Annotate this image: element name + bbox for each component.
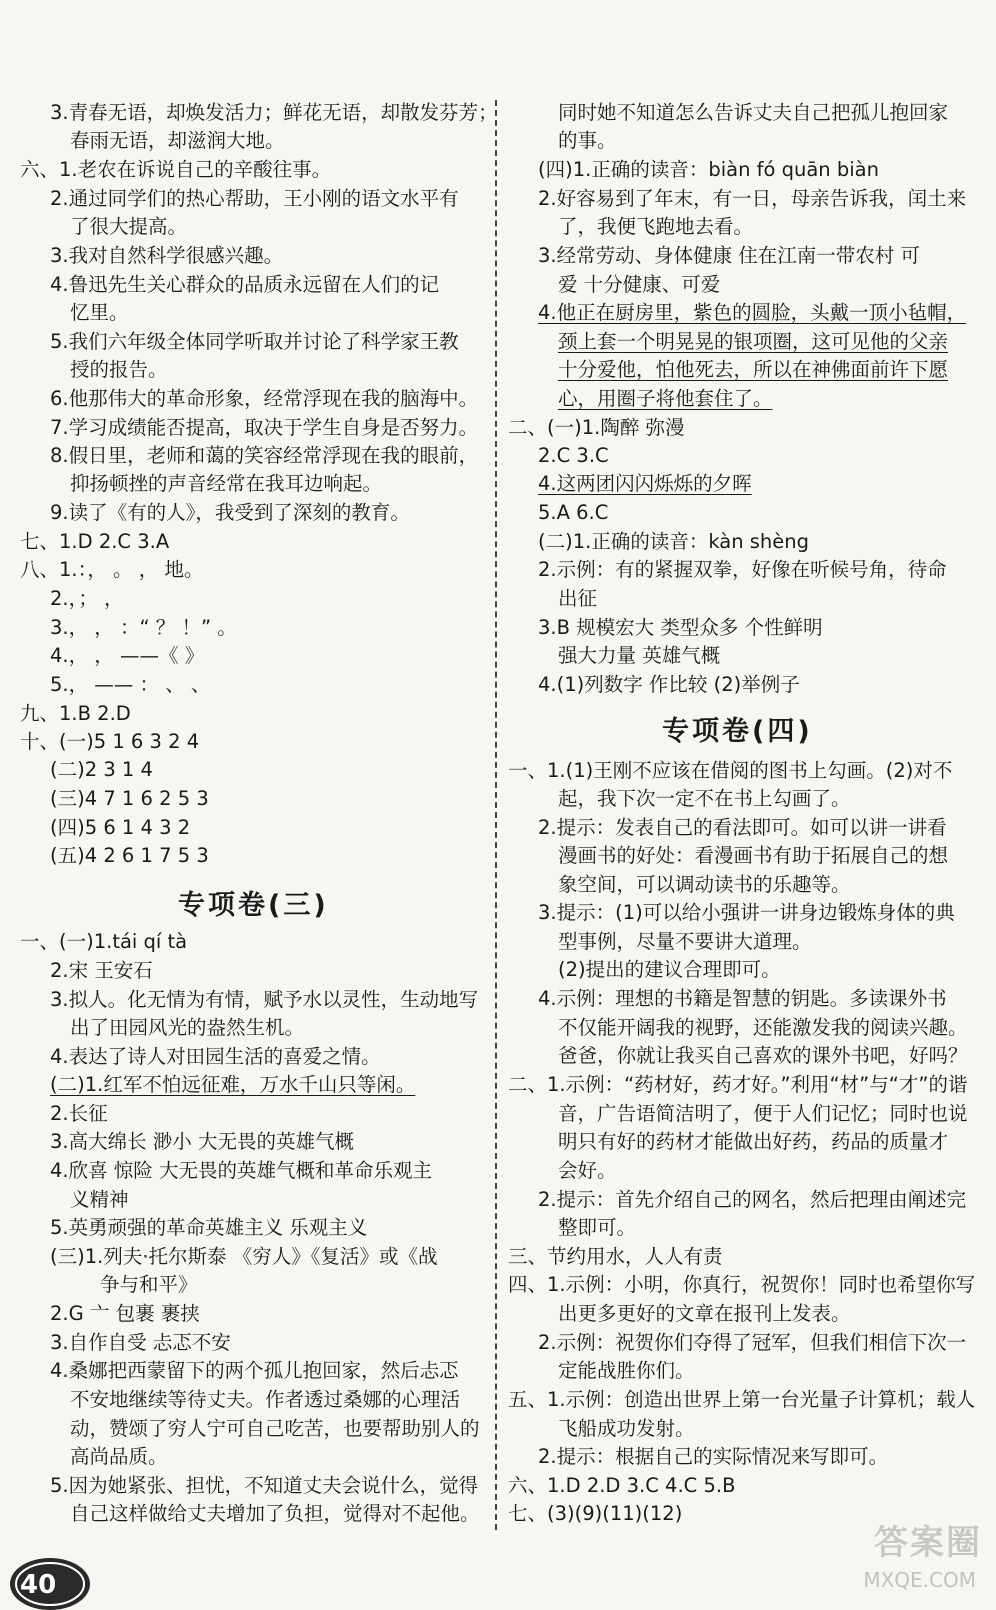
- right-answer-line: 会好。: [558, 1159, 617, 1182]
- right-answer-line: 2.提示：首先介绍自己的网名，然后把理由阐述完: [538, 1188, 967, 1211]
- right-answer-line: 4.这两团闪闪烁烁的夕晖: [538, 472, 752, 495]
- right-answer-line: 4.示例：理想的书籍是智慧的钥匙。多读课外书: [538, 987, 947, 1010]
- left-answer-line: 6.他那伟大的革命形象，经常浮现在我的脑海中。: [50, 387, 479, 410]
- right-answer-line: 型事例，尽量不要讲大道理。: [558, 930, 812, 953]
- right-answer-line: 三、节约用水，人人有责: [508, 1245, 723, 1268]
- watermark-logo: 答案圈: [874, 1523, 982, 1563]
- left-answer-line: 六、1.老农在诉说自己的辛酸往事。: [20, 158, 332, 181]
- right-answer-line: 3.B 规模宏大 类型众多 个性鲜明: [538, 616, 823, 639]
- right-answer-line: 二、1.示例：“药材好，药才好。”利用“材”与“才”的谐: [508, 1073, 968, 1096]
- left-answer-line: 2.通过同学们的热心帮助，王小刚的语文水平有: [50, 187, 459, 210]
- left-answer-line: (二)2 3 1 4: [50, 758, 153, 781]
- left-answer-line: 3.拟人。化无情为有情，赋予水以灵性，生动地写: [50, 988, 479, 1011]
- left-answer-line: 高尚品质。: [70, 1445, 168, 1468]
- left-answer-line: 4.桑娜把西蒙留下的两个孤儿抱回家，然后忐忑: [50, 1359, 459, 1382]
- left-answer-line: 4.， ， ——《 》: [50, 644, 205, 667]
- left-answer-line: 4.鲁迅先生关心群众的品质永远留在人们的记: [50, 273, 440, 296]
- left-answer-line: 2.长征: [50, 1102, 108, 1125]
- right-answer-line: 出征: [558, 587, 598, 610]
- left-answer-line: 3.高大绵长 渺小 大无畏的英雄气概: [50, 1130, 355, 1153]
- right-answer-line: 出更多更好的文章在报刊上发表。: [558, 1302, 851, 1325]
- right-answer-line: 4.他正在厨房里，紫色的圆脸，头戴一顶小毡帽，: [538, 301, 967, 324]
- right-answer-line: 一、1.(1)王刚不应该在借阅的图书上勾画。(2)对不: [508, 759, 953, 782]
- right-answer-line: 2.C 3.C: [538, 444, 609, 467]
- left-answer-line: 2.，； ，: [50, 587, 124, 610]
- left-answer-line: 5.， —— ： 、 、: [50, 673, 211, 696]
- right-answer-line: 明只有好的药材才能做出好药，药品的质量才: [558, 1130, 949, 1153]
- right-answer-line: 2.示例：有的紧握双拳，好像在听候号角，待命: [538, 558, 947, 581]
- left-answer-line: 3.自作自受 忐忑不安: [50, 1331, 231, 1354]
- right-answer-line: 七、(3)(9)(11)(12): [508, 1502, 683, 1525]
- right-answer-line: 整即可。: [558, 1216, 637, 1239]
- column-divider: [495, 100, 497, 1530]
- left-answer-line: 2.G 亠 包裹 裹挟: [50, 1302, 200, 1325]
- left-answer-line: (三)4 7 1 6 2 5 3: [50, 787, 209, 810]
- right-answer-line: 3.提示：(1)可以给小强讲一讲身边锻炼身体的典: [538, 901, 955, 924]
- right-answer-line: 的事。: [558, 129, 617, 152]
- right-answer-line: (2)提出的建议合理即可。: [558, 958, 781, 981]
- right-answer-line: 飞船成功发射。: [558, 1417, 695, 1440]
- left-answer-line: 9.读了《有的人》，我受到了深刻的教育。: [50, 501, 410, 524]
- left-answer-line: 一、(一)1.tái qí tà: [20, 930, 188, 953]
- right-answer-line: 爸爸，你就让我买自己喜欢的课外书吧，好吗？: [558, 1044, 968, 1067]
- left-answer-line: 授的报告。: [70, 358, 168, 381]
- left-answer-line: 5.因为她紧张、担忧，不知道丈夫会说什么，觉得: [50, 1474, 479, 1497]
- left-answer-line: 7.学习成绩能否提高，取决于学生自身是否努力。: [50, 416, 479, 439]
- left-answer-line: 九、1.B 2.D: [20, 702, 131, 725]
- right-answer-line: 2.好容易到了年末，有一日，母亲告诉我，闰土来: [538, 187, 967, 210]
- left-answer-line: 出了田园风光的盎然生机。: [70, 1016, 305, 1039]
- left-answer-line: (三)1.列夫·托尔斯泰 《穷人》《复活》或《战: [50, 1245, 438, 1268]
- watermark-url: MXQE.COM: [863, 1568, 976, 1592]
- left-answer-line: 自己这样做给丈夫增加了负担，觉得对不起他。: [70, 1502, 480, 1525]
- right-answer-line: 音，广告语简洁明了，便于人们记忆；同时也说: [558, 1102, 968, 1125]
- left-answer-line: (四)5 6 1 4 3 2: [50, 816, 191, 839]
- left-answer-line: 八、1.：， 。 ， 地。: [20, 558, 204, 581]
- left-answer-line: 4.欣喜 惊险 大无畏的英雄气概和革命乐观主: [50, 1159, 433, 1182]
- left-answer-line: 不安地继续等待丈夫。作者透过桑娜的心理活: [70, 1388, 461, 1411]
- right-answer-line: 4.(1)列数字 作比较 (2)举例子: [538, 673, 800, 696]
- right-answer-line: (二)1.正确的读音：kàn shèng: [538, 530, 810, 553]
- right-answer-line: 强大力量 英雄气概: [558, 644, 721, 667]
- right-answer-line: 起，我下次一定不在书上勾画了。: [558, 787, 851, 810]
- right-answer-line: 四、1.示例：小明，你真行，祝贺你！同时也希望你写: [508, 1273, 976, 1296]
- left-answer-line: (五)4 2 6 1 7 5 3: [50, 844, 209, 867]
- right-answer-line: (四)1.正确的读音：biàn fó quān biàn: [538, 158, 879, 181]
- left-answer-line: 动，赞颂了穷人宁可自己吃苦，也要帮助别人的: [70, 1417, 480, 1440]
- right-answer-line: 定能战胜你们。: [558, 1359, 695, 1382]
- right-answer-line: 2.提示：根据自己的实际情况来写即可。: [538, 1445, 889, 1468]
- right-answer-line: 十分爱他，怕他死去，所以在神佛面前许下愿: [558, 358, 949, 381]
- left-answer-line: 了很大提高。: [70, 215, 188, 238]
- left-answer-line: 争与和平》: [100, 1273, 198, 1296]
- left-answer-line: 8.假日里，老师和蔼的笑容经常浮现在我的眼前，: [50, 444, 479, 467]
- left-answer-line: 4.表达了诗人对田园生活的喜爱之情。: [50, 1045, 381, 1068]
- right-answer-line: 爱 十分健康、可爱: [558, 273, 721, 296]
- left-answer-line: 七、1.D 2.C 3.A: [20, 530, 170, 553]
- right-answer-line: 六、1.D 2.D 3.C 4.C 5.B: [508, 1474, 736, 1497]
- right-answer-line: 同时她不知道怎么告诉丈夫自己把孤儿抱回家: [558, 101, 949, 124]
- right-answer-line: 颈上套一个明晃晃的银项圈，这可见他的父亲: [558, 330, 949, 353]
- section-heading-4: 专项卷(四): [662, 716, 813, 747]
- page-number: 40: [20, 1570, 57, 1600]
- left-answer-line: 十、(一)5 1 6 3 2 4: [20, 730, 200, 753]
- left-answer-line: 忆里。: [70, 301, 129, 324]
- right-answer-line: 2.示例：祝贺你们夺得了冠军，但我们相信下次一: [538, 1331, 967, 1354]
- section-heading-3: 专项卷(三): [178, 890, 329, 921]
- left-answer-line: 5.我们六年级全体同学听取并讨论了科学家王教: [50, 330, 459, 353]
- right-answer-line: 不仅能开阔我的视野，还能激发我的阅读兴趣。: [558, 1016, 968, 1039]
- left-answer-line: 3.， ， ：“ ？ ！” 。: [50, 616, 237, 639]
- left-answer-line: 2.宋 王安石: [50, 959, 153, 982]
- left-answer-line: 5.英勇顽强的革命英雄主义 乐观主义: [50, 1216, 368, 1239]
- left-answer-line: 义精神: [70, 1188, 129, 1211]
- left-answer-line: 3.青春无语，却焕发活力；鲜花无语，却散发芬芳；: [50, 101, 498, 124]
- right-answer-line: 了，我便飞跑地去看。: [558, 215, 754, 238]
- right-answer-line: 五、1.示例：创造出世界上第一台光量子计算机；载人: [508, 1388, 976, 1411]
- left-answer-line: 3.我对自然科学很感兴趣。: [50, 244, 284, 267]
- right-answer-line: 5.A 6.C: [538, 501, 609, 524]
- right-answer-line: 二、(一)1.陶醉 弥漫: [508, 416, 685, 439]
- right-answer-line: 3.经常劳动、身体健康 住在江南一带农村 可: [538, 244, 921, 267]
- right-answer-line: 2.提示：发表自己的看法即可。如可以讲一讲看: [538, 816, 947, 839]
- right-answer-line: 漫画书的好处：看漫画书有助于拓展自己的想: [558, 844, 949, 867]
- left-answer-line: (二)1.红军不怕远征难，万水千山只等闲。: [50, 1073, 416, 1096]
- right-answer-line: 象空间，可以调动读书的乐趣等。: [558, 873, 851, 896]
- left-answer-line: 抑扬顿挫的声音经常在我耳边响起。: [70, 472, 383, 495]
- right-answer-line: 心，用圈子将他套住了。: [558, 387, 773, 410]
- left-answer-line: 春雨无语，却滋润大地。: [70, 129, 285, 152]
